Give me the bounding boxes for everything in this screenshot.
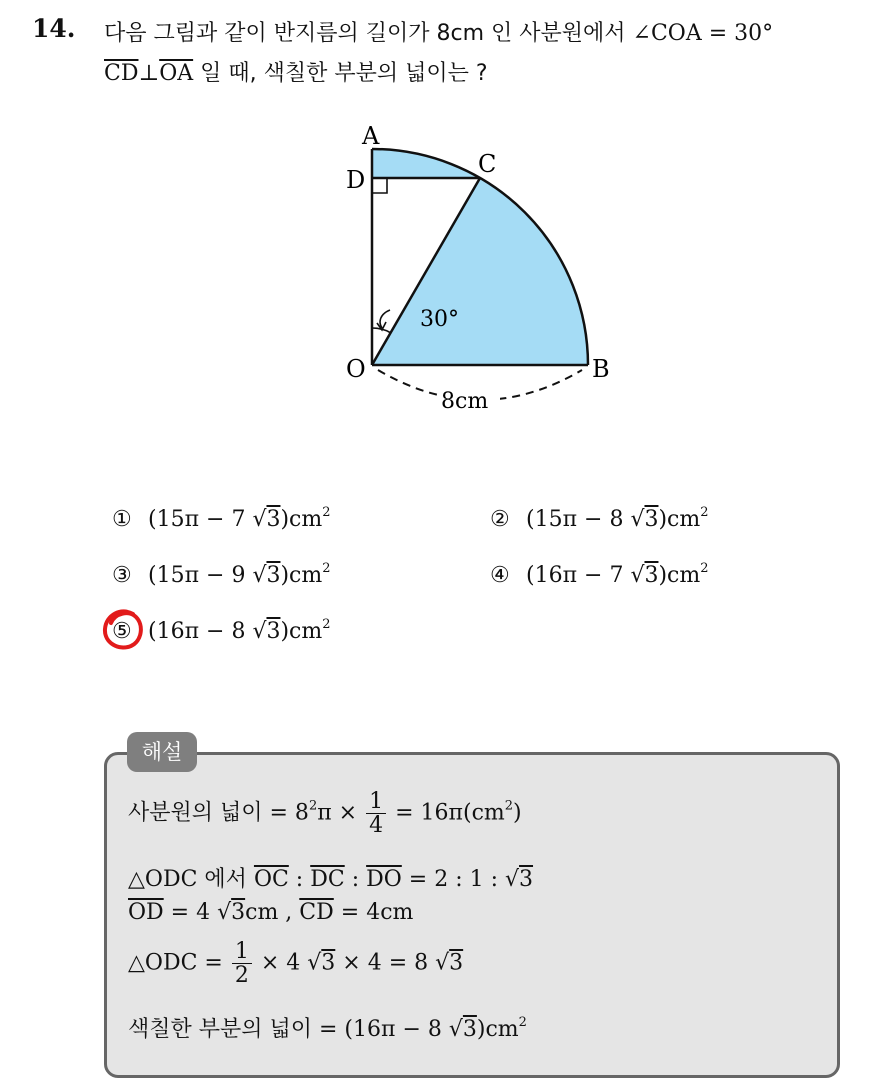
solution-tag: 해설 — [127, 732, 197, 772]
choice-4[interactable]: ④ (16π − 7 $√3)cm^2$ — [490, 561, 709, 588]
fraction-one-quarter: $\frac{1}{4}$ — [366, 790, 386, 837]
perpendicular-symbol: ⊥ — [138, 61, 160, 86]
label-a: A — [362, 122, 380, 150]
solution-line-4: △ODC = $\frac{1}{2}$ × 4 √3 × 4 = 8 √3 — [128, 939, 464, 989]
label-c: C — [478, 150, 497, 178]
right-angle-mark — [372, 178, 387, 193]
angle-label: 30° — [420, 307, 459, 332]
solution-line-2: △ODC 에서 $\overline{OC}$ : $\overline{DC}$ : $\overline{DO} = 2$ : 1 : √3 — [128, 867, 534, 892]
answer-circle-mark — [99, 605, 147, 653]
question-line-2 — [104, 56, 488, 87]
angle-condition: ∠COA = 30° — [632, 21, 774, 46]
choice-1[interactable]: ① (15π − 7 $√3)cm^2$ — [112, 505, 331, 532]
quarter-circle-figure — [330, 112, 630, 422]
fraction-one-half: $\frac{1}{2}$ — [232, 940, 252, 987]
segment-oa: $\overline{OA}$ — [159, 61, 194, 86]
solution-line-5: 색칠한 부분의 넓이 = (16π − 8 $√3)cm^2$ — [128, 1015, 527, 1042]
question-text: 다음 그림과 같이 반지름의 길이가 8cm 인 사분원에서 — [104, 21, 633, 46]
question-text-end: 일 때, 색칠한 부분의 넓이는 ? — [193, 61, 488, 86]
radius-label: 8cm — [441, 389, 489, 414]
choice-2[interactable]: ② (15π − 8 $√3)cm^2$ — [490, 505, 709, 532]
solution-line-1: 사분원의 넓이 = $8^2\pi$ × $\frac{1}{4}$ = $16\pi(cm^2)$ — [128, 789, 522, 839]
shaded-top-region — [372, 149, 480, 178]
label-b: B — [592, 355, 610, 383]
question-line-1 — [104, 16, 773, 47]
choice-5[interactable]: ⑤ (16π − 8 $√3)cm^2$ — [112, 617, 331, 644]
choice-3[interactable]: ③ (15π − 9 $√3)cm^2$ — [112, 561, 331, 588]
shaded-sector-region — [372, 178, 588, 365]
question-number: 14. — [32, 14, 76, 43]
label-d: D — [346, 166, 366, 194]
label-o: O — [346, 355, 366, 383]
segment-cd: $\overline{CD}$ — [104, 61, 139, 86]
solution-line-3: $\overline{OD} = 4$ √3cm , $\overline{CD} = 4cm$ — [128, 900, 414, 925]
